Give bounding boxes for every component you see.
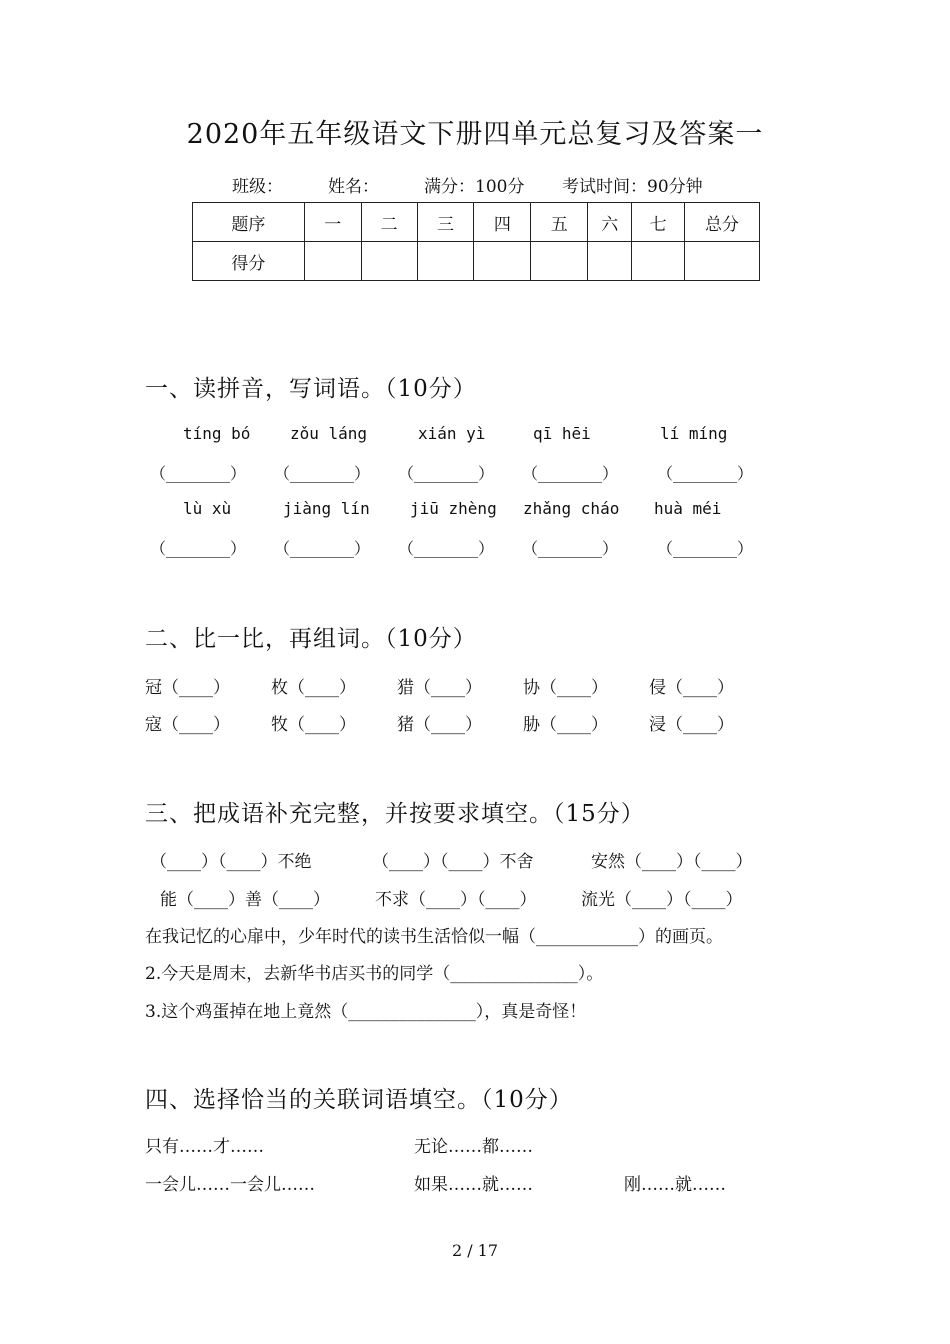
fill-sentence[interactable]: 在我记忆的心扉中，少年时代的读书生活恰似一幅（____________）的画页。 [145,927,723,947]
score-header-row [193,203,760,242]
score-header-cell: 总分 [685,203,760,242]
conjunction-option: 刚……就…… [624,1175,726,1195]
pinyin: zhǎng cháo [523,499,620,518]
score-cell[interactable] [588,242,632,281]
fill-sentence[interactable]: 2.今天是周末，去新华书店买书的同学（_______________）。 [145,964,604,984]
pinyin: tíng bó [183,424,251,443]
idiom-item[interactable]: （____）（____）不绝 [150,852,312,872]
score-cell[interactable] [531,242,588,281]
answer-blank[interactable]: （________） [398,464,495,483]
idiom-item[interactable]: （____）（____）不舍 [372,852,534,872]
score-cell[interactable] [474,242,531,281]
word-compare-item[interactable]: 牧（____） [271,715,356,735]
fill-sentence[interactable]: 3.这个鸡蛋掉在地上竟然（_______________），真是奇怪！ [145,1002,587,1022]
answer-blank[interactable]: （________） [150,464,247,483]
pinyin: lù xù [183,499,232,518]
idiom-item[interactable]: 不求（____）（____） [375,890,537,910]
word-compare-item[interactable]: 猎（____） [397,678,482,698]
conjunction-option: 只有……才…… [145,1137,264,1157]
score-header-cell: 题序 [193,203,305,242]
name-label: 姓名： [328,177,379,197]
score-header-cell: 四 [474,203,531,242]
answer-blank[interactable]: （________） [398,539,495,558]
word-compare-item[interactable]: 猪（____） [397,715,482,735]
score-table [192,202,760,281]
answer-blank[interactable]: （________） [657,464,754,483]
idiom-item[interactable]: 流光（____）（____） [581,890,743,910]
answer-blank[interactable]: （________） [522,464,619,483]
section2-heading: 二、比一比，再组词。（10分） [145,626,477,652]
score-cell[interactable] [685,242,760,281]
answer-blank[interactable]: （________） [657,539,754,558]
score-value-row [193,242,760,281]
page-number: 2 / 17 [451,1241,499,1260]
answer-blank[interactable]: （________） [274,464,371,483]
conjunction-option: 无论……都…… [414,1137,533,1157]
section1-heading: 一、读拼音，写词语。（10分） [145,376,477,402]
score-cell[interactable] [417,242,474,281]
pinyin: jiàng lín [283,499,370,518]
score-cell[interactable] [632,242,685,281]
score-header-cell: 二 [361,203,417,242]
pinyin: xián yì [418,424,486,443]
section4-heading: 四、选择恰当的关联词语填空。（10分） [145,1087,573,1113]
word-compare-item[interactable]: 协（____） [523,678,608,698]
word-compare-item[interactable]: 胁（____） [523,715,608,735]
word-compare-item[interactable]: 侵（____） [649,678,734,698]
answer-blank[interactable]: （________） [150,539,247,558]
answer-blank[interactable]: （________） [522,539,619,558]
page-title: 2020年五年级语文下册四单元总复习及答案一 [186,119,764,150]
score-cell[interactable] [304,242,361,281]
word-compare-item[interactable]: 枚（____） [271,678,356,698]
score-row-label: 得分 [193,242,305,281]
class-label: 班级： [232,177,283,197]
idiom-item[interactable]: 安然（____）（____） [591,852,753,872]
conjunction-option: 如果……就…… [414,1175,533,1195]
score-header-cell: 七 [632,203,685,242]
exam-time-label: 考试时间：90分钟 [562,177,703,197]
pinyin: zǒu láng [290,424,368,443]
word-compare-item[interactable]: 寇（____） [145,715,230,735]
score-header-cell: 六 [588,203,632,242]
score-cell[interactable] [361,242,417,281]
idiom-item[interactable]: 能（____）善（____） [160,890,330,910]
full-score-label: 满分：100分 [424,177,525,197]
pinyin: lí míng [660,424,728,443]
word-compare-item[interactable]: 冠（____） [145,678,230,698]
score-header-cell: 一 [304,203,361,242]
word-compare-item[interactable]: 浸（____） [649,715,734,735]
section3-heading: 三、把成语补充完整，并按要求填空。（15分） [145,801,645,827]
pinyin: qī hēi [533,424,591,443]
score-header-cell: 五 [531,203,588,242]
pinyin: huà méi [654,499,722,518]
score-header-cell: 三 [417,203,474,242]
pinyin: jiū zhèng [410,499,497,518]
conjunction-option: 一会儿……一会儿…… [145,1175,315,1195]
answer-blank[interactable]: （________） [274,539,371,558]
